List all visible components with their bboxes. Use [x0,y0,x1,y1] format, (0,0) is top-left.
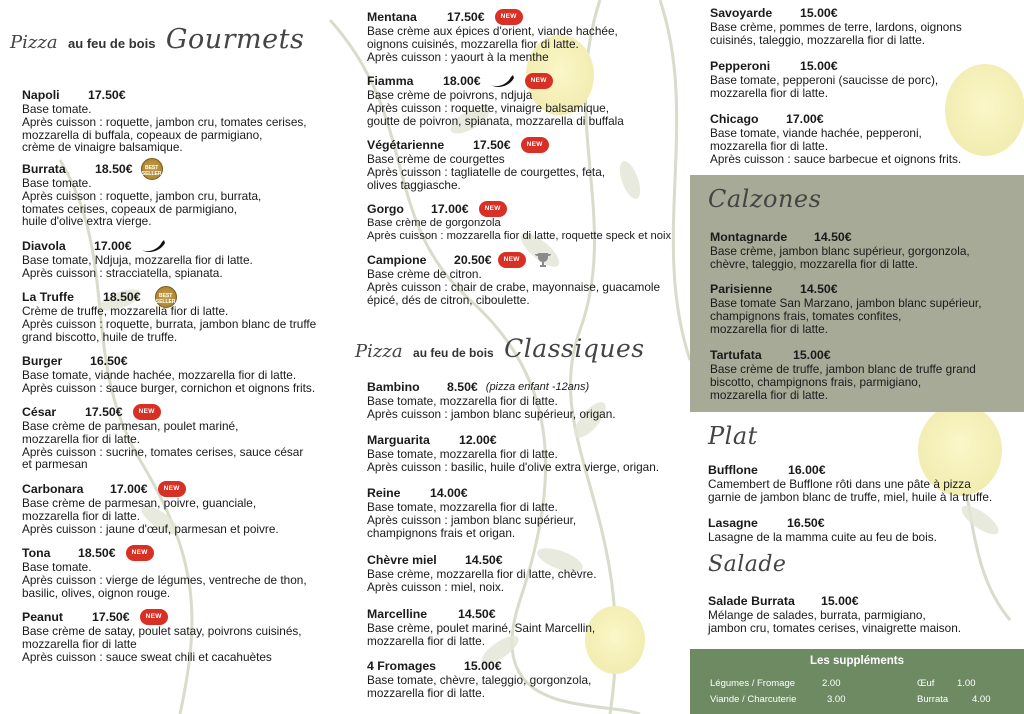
item-price: 18.50€ [95,161,133,176]
header-script-plat: Plat [708,422,758,450]
menu-item-campione [367,253,697,306]
chili-pepper-icon [140,238,166,254]
header-pizza-gourmets [10,24,304,55]
item-description: Base crème de gorgonzola Après cuisson : mozzarella fior di latte, roquette speck et noix [367,217,672,242]
item-price: 18.50€ [78,545,116,560]
menu-item-montagnarde [710,230,1024,271]
item-price: 15.00€ [821,593,859,608]
item-price: 17.50€ [447,9,485,24]
item-price: 17.00€ [110,481,148,496]
header-pizza-classiques [355,334,645,363]
item-price: 17.50€ [473,137,511,152]
item-description: Base crème de satay, poulet satay, poivrons cuisinés, mozzarella fior di latte Après cuisson : sauce sweat chili et cacahuètes [22,624,302,664]
item-price: 16.50€ [787,515,825,530]
menu-item-4-fromages [367,659,697,700]
menu-item-marcelline [367,607,697,648]
item-description: Mélange de salades, burrata, parmigiano, jambon cru, tomates cerises, vinaigrette maison. [708,608,962,635]
item-name: Savoyarde [710,5,773,20]
item-name: Bambino [367,379,420,394]
item-price: 14.50€ [458,606,496,621]
item-description: Base tomate, mozzarella fior di latte. Après cuisson : jambon blanc supérieur, origan. [367,394,616,421]
supplements-title: Les suppléments [810,655,904,667]
item-name: Marguarita [367,432,430,447]
item-price: 17.00€ [94,238,132,253]
item-description: Base crème aux épices d'orient, viande hachée, oignons cuisinés, mozzarella fior di latte. Après cuisson : yaourt à la menthe [367,24,618,64]
item-price: 17.50€ [88,87,126,102]
new-badge: NEW [495,9,523,26]
item-name: Végétarienne [367,137,445,152]
item-name: Tona [22,545,51,560]
item-description: Base crème, pommes de terre, lardons, oignons cuisinés, taleggio, mozzarella fior di latte. [710,20,962,47]
header-script-calzones: Calzones [708,185,822,213]
item-price: 15.00€ [464,658,502,673]
item-name: Napoli [22,87,60,102]
menu-item-napoli [22,88,352,154]
new-badge: NEW [126,545,154,562]
menu-item-diavola [22,239,352,280]
menu-item-vegetarienne [367,138,697,191]
item-name: Gorgo [367,201,404,216]
new-badge: NEW [521,137,549,154]
item-description: Base tomate, viande hachée, pepperoni, mozzarella fior di latte. Après cuisson : sauce barbecue et oignons frits. [710,126,962,166]
menu-item-burger [22,354,352,395]
menu-item-savoyarde [710,6,1024,47]
item-price: 15.00€ [800,5,838,20]
item-name: Bufflone [708,462,758,477]
header-script-pizza: Pizza [355,341,403,362]
item-description: Base tomate San Marzano, jambon blanc supérieur, champignons frais, tomates confites, mozzarella fior di latte. [710,296,982,336]
item-description: Base crème de courgettes Après cuisson : tagliatelle de courgettes, feta, olives taggiasche. [367,152,606,192]
item-price: 14.00€ [430,485,468,500]
menu-item-carbonara [22,482,352,535]
menu-item-peanut [22,610,352,663]
item-description: Base crème, mozzarella fior di latte, chèvre. Après cuisson : miel, noix. [367,567,597,594]
item-description: Crème de truffe, mozzarella fior di latte. Après cuisson : roquette, burrata, jambon blanc de truffe grand biscotto, huile de truffe. [22,304,317,344]
item-description: Base tomate. Après cuisson : roquette, jambon cru, tomates cerises, mozzarella di buffala, copeaux de parmigiano, crème de vinaigre balsamique. [22,102,307,155]
new-badge: NEW [525,73,553,90]
item-price: 16.00€ [788,462,826,477]
menu-item-chicago [710,112,1024,165]
menu-item-tona [22,546,352,599]
menu-item-reine [367,486,697,539]
item-name: Pepperoni [710,58,771,73]
menu-item-lasagne [708,516,1024,544]
item-price: 17.00€ [786,111,824,126]
menu-item-chevre-miel [367,553,697,594]
menu-item-burrata [22,162,352,228]
item-name: Lasagne [708,515,758,530]
item-name: Parisienne [710,281,773,296]
item-description: Base tomate. Après cuisson : vierge de légumes, ventreche de thon, basilic, olives, oignon rouge. [22,560,307,600]
item-price: 17.00€ [431,201,469,216]
item-description: Base tomate, mozzarella fior di latte. Après cuisson : jambon blanc supérieur, champignons frais et origan. [367,500,577,540]
item-name: Carbonara [22,481,84,496]
item-description: Base tomate, Ndjuja, mozzarella fior di latte. Après cuisson : stracciatella, spianata. [22,253,253,280]
item-name: Mentana [367,9,417,24]
menu-item-marguarita [367,433,697,474]
header-script-classiques: Classiques [504,334,645,363]
item-name: Chèvre miel [367,552,437,567]
menu-item-bufflone [708,463,1024,504]
item-description: Camembert de Bufflone rôti dans une pâte à pizza garnie de jambon blanc de truffe, miel, huile à la truffe. [708,477,993,504]
item-name: Peanut [22,609,63,624]
item-name: La Truffe [22,289,74,304]
chili-pepper-icon [489,73,515,89]
supplement-price: 1.00 [957,678,976,689]
item-description: Base crème de poivrons, ndjuja Après cuisson : roquette, vinaigre balsamique, goutte de poivron, spianata, mozzarella di buffala [367,88,624,128]
item-price: 15.00€ [793,347,831,362]
header-script-pizza: Pizza [10,32,58,53]
item-name: Burger [22,353,63,368]
item-name: Fiamma [367,73,414,88]
item-note: (pizza enfant -12ans) [485,380,590,393]
item-description: Base crème, poulet mariné, Saint Marcellin, mozzarella fior di latte. [367,621,596,648]
menu-item-la-truffe [22,290,352,343]
item-name: Reine [367,485,401,500]
supplement-price: 4.00 [972,694,991,705]
menu-item-pepperoni [710,59,1024,100]
item-price: 14.50€ [800,281,838,296]
supplement-price: 2.00 [822,678,841,689]
new-badge: NEW [140,609,168,626]
menu-item-fiamma [367,74,697,127]
item-price: 20.50€ [454,252,492,267]
item-price: 18.50€ [103,289,141,304]
menu-item-mentana [367,10,697,63]
item-name: Salade Burrata [708,593,795,608]
menu-item-gorgo [367,202,697,243]
item-description: Lasagne de la mamma cuite au feu de bois. [708,530,937,544]
item-name: Campione [367,252,427,267]
item-price: 17.50€ [92,609,130,624]
calzones-panel [690,175,1024,412]
item-description: Base tomate, viande hachée, mozzarella fior di latte. Après cuisson : sauce burger, cornichon et oignons frits. [22,368,316,395]
item-name: Chicago [710,111,759,126]
item-description: Base tomate, pepperoni (saucisse de porc), mozzarella fior di latte. [710,73,939,100]
header-script-gourmets: Gourmets [165,24,305,55]
item-description: Base crème de parmesan, poivre, guanciale, mozzarella fior di latte. Après cuisson : jaune d'œuf, parmesan et poivre. [22,496,279,536]
item-price: 17.50€ [85,404,123,419]
item-name: Diavola [22,238,66,253]
new-badge: NEW [479,201,507,218]
item-price: 15.00€ [800,58,838,73]
item-name: Tartufata [710,347,762,362]
supplement-label: Œuf [917,678,935,689]
best-seller-badge: BEST SELLER [155,286,177,308]
menu-item-parisienne [710,282,1024,335]
item-description: Base crème de parmesan, poulet mariné, mozzarella fior di latte. Après cuisson : sucrine, tomates cerises, sauce césar et parmesan [22,419,304,472]
best-seller-badge: BEST SELLER [141,158,163,180]
new-badge: NEW [133,404,161,421]
item-description: Base crème de citron. Après cuisson : chair de crabe, mayonnaise, guacamole épicé, dés de citron, ciboulette. [367,267,661,307]
item-name: Montagnarde [710,229,788,244]
new-badge: NEW [498,252,526,269]
item-description: Base tomate, mozzarella fior di latte. Après cuisson : basilic, huile d'olive extra vierge, origan. [367,447,660,474]
item-price: 14.50€ [814,229,852,244]
trophy-icon [534,251,552,269]
item-price: 18.00€ [443,73,481,88]
header-script-salade: Salade [708,552,787,577]
item-price: 12.00€ [459,432,497,447]
supplements-panel [690,649,1024,714]
item-name: 4 Fromages [367,658,437,673]
item-name: Marcelline [367,606,428,621]
item-name: César [22,404,57,419]
item-price: 14.50€ [465,552,503,567]
header-au-feu-de-bois: au feu de bois [413,346,494,360]
item-name: Burrata [22,161,66,176]
supplement-price: 3.00 [827,694,846,705]
supplement-label: Viande / Charcuterie [710,694,797,705]
menu-item-tartufata [710,348,1024,401]
new-badge: NEW [158,481,186,498]
item-price: 8.50€ [447,379,478,394]
supplement-label: Légumes / Fromage [710,678,796,689]
item-description: Base crème de truffe, jambon blanc de truffe grand biscotto, champignons frais, parmigiano, mozzarella fior di latte. [710,362,976,402]
menu-item-cesar [22,405,352,471]
menu-item-bambino [367,380,697,421]
item-description: Base crème, jambon blanc supérieur, gorgonzola, chèvre, taleggio, mozzarella fior di latte. [710,244,970,271]
item-description: Base tomate. Après cuisson : roquette, jambon cru, burrata, tomates cerises, copeaux de parmigiano, huile d'olive extra vierge. [22,176,262,229]
menu-item-salade-burrata [708,594,1024,635]
header-au-feu-de-bois: au feu de bois [68,36,156,51]
supplement-label: Burrata [917,694,949,705]
item-description: Base tomate, chèvre, taleggio, gorgonzola, mozzarella fior di latte. [367,673,592,700]
item-price: 16.50€ [90,353,128,368]
